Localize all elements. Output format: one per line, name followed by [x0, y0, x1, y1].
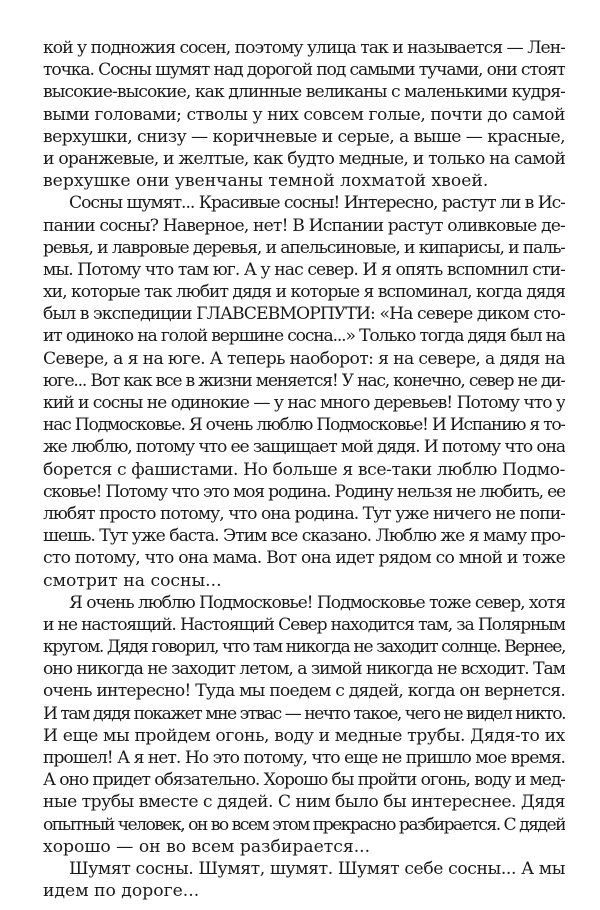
text-line: мы. Потому что там юг. А у нас север. И я опять вспомнил сти-: [43, 259, 565, 280]
text-line: верхушке они увенчаны темной лохматой хвоей.: [43, 171, 489, 192]
text-line: сто потому, что она мама. Вот она идет рядом со мной и тоже: [43, 548, 565, 569]
text-line: шешь. Тут уже баста. Этим все сказано. Люблю же я маму про-: [43, 526, 565, 547]
text-line: Сосны шумят... Красивые сосны! Интересно, растут ли в Ис-: [69, 193, 565, 214]
paragraph-3: [43, 592, 565, 858]
text-line: смотрит на сосны...: [43, 570, 222, 591]
text-line: борется с фашистами. Но больше я все-таки люблю Подмо-: [43, 459, 565, 480]
text-line: А оно придет обязательно. Хорошо бы пройти огонь, воду и мед-: [43, 770, 565, 791]
text-line: хорошо — он во всем разбирается...: [43, 836, 371, 857]
text-line: любят просто потому, что она родина. Тут уже ничего не попи-: [43, 503, 565, 524]
paragraph-4: [43, 858, 565, 902]
text-line: сковье! Потому что это моя родина. Родину нельзя не любить, ее: [43, 481, 565, 502]
text-line: же люблю, потому что ее защищает мой дядя. И потому что она: [43, 437, 565, 458]
text-line: очень интересно! Туда мы поедем с дядей, когда он вернется.: [43, 681, 565, 702]
paragraph-1: [43, 37, 565, 192]
text-line: кругом. Дядя говорил, что там никогда не заходит солнце. Вернее,: [43, 637, 565, 658]
text-line: Севере, а я на юге. А теперь наоборот: я на севере, а дядя на: [43, 348, 565, 369]
text-line: был в экспедиции ГЛАВСЕВМОРПУТИ: «На севере диком сто-: [43, 304, 565, 325]
text-line: высокие-высокие, как длинные великаны с маленькими кудря-: [43, 82, 565, 103]
text-line: юге... Вот как все в жизни меняется! У нас, конечно, север не ди-: [43, 370, 565, 391]
text-line: кий и сосны не одинокие — у нас много деревьев! Потому что у: [43, 393, 565, 413]
paragraph-2: [43, 192, 565, 591]
text-line: опытный человек, он во всем этом прекрасно разбирается. С дядей: [43, 814, 565, 835]
text-line: выми головами; стволы у них совсем голые, почти до самой: [43, 104, 565, 125]
text-line: ревья, и лавровые деревья, и апельсиновые, и кипарисы, и паль-: [43, 237, 565, 258]
text-line: верхушки, снизу — коричневые и серые, а выше — красные,: [43, 126, 565, 147]
page-text: [43, 37, 565, 902]
text-line: Шумят сосны. Шумят, шумят. Шумят себе сосны... А мы: [69, 858, 565, 879]
text-line: прошел! А я нет. Но это потому, что еще не пришло мое время.: [43, 748, 565, 768]
text-line: хи, которые так любит дядя и которые я вспоминал, когда дядя: [43, 282, 565, 303]
text-line: кой у подножия сосен, поэтому улица так и называется — Лен-: [43, 38, 565, 58]
text-line: и оранжевые, и желтые, как будто медные, и только на самой: [43, 148, 565, 169]
text-line: И там дядя покажет мне этвас — нечто такое, чего не видел никто.: [43, 703, 565, 724]
text-line: ные трубы вместе с дядей. С ним было бы интереснее. Дядя: [43, 792, 565, 813]
text-line: точка. Сосны шумят над дорогой под самыми тучами, они стоят: [43, 60, 565, 81]
text-line: Я очень люблю Подмосковье! Подмосковье тоже север, хотя: [69, 592, 565, 613]
text-line: оно никогда не заходит летом, а зимой никогда не всходит. Там: [43, 659, 565, 680]
text-line: и не настоящий. Настоящий Север находится там, за Полярным: [43, 614, 565, 635]
text-line: идем по дороге...: [43, 881, 200, 902]
text-line: ит одиноко на голой вершине сосна...» Только тогда дядя был на: [43, 326, 565, 347]
text-line: нас Подмосковье. Я очень люблю Подмосковье! И Испанию я то-: [43, 415, 565, 436]
text-line: И еще мы пройдем огонь, воду и медные трубы. Дядя-то их: [43, 725, 565, 746]
text-line: пании сосны? Наверное, нет! В Испании растут оливковые де-: [43, 215, 565, 236]
